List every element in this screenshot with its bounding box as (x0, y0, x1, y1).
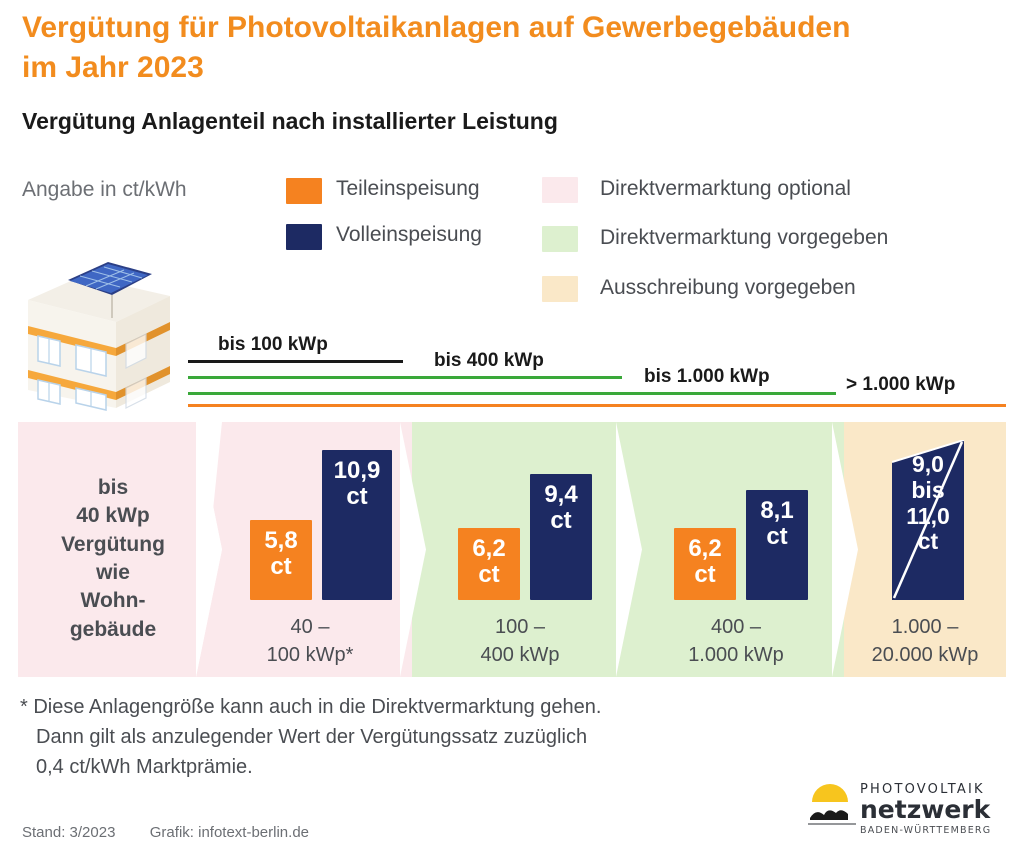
chart-group-400-1000-kwp (628, 422, 844, 677)
legend-label-direktvermarktung-vorgegeben: Direktvermarktung vorgegeben (600, 226, 889, 249)
building-illustration (20, 240, 180, 420)
bar-value-max: 11,0 (906, 502, 950, 529)
group-note-text (18, 474, 208, 644)
group-category-label (208, 613, 412, 669)
group-category-label (412, 613, 628, 669)
footnote-line-1: * Diese Anlagengröße kann auch in die Direktvermarktung gehen. (20, 696, 602, 718)
category-line-1: 100 – (494, 616, 546, 638)
bar-unit: ct (270, 553, 292, 581)
source-stand: Stand: 3/2023 (22, 824, 116, 841)
bar-value: 5,8 (264, 527, 298, 554)
range-rule-black-100 (188, 360, 403, 363)
bar-value: 8,1 (760, 497, 794, 524)
bar-value: 9,4 (544, 481, 578, 508)
bar-teileinspeisung-40-100 (250, 520, 312, 600)
source-grafik: Grafik: infotext-berlin.de (149, 824, 310, 841)
legend-swatch-direktvermarktung-vorgegeben (542, 226, 578, 252)
chart-group-100-400-kwp (412, 422, 628, 677)
bar-unit: ct (766, 523, 788, 551)
category-line-2: 20.000 kWp (871, 644, 979, 666)
chart-group-bis-40-kwp (18, 422, 208, 677)
category-line-1: 40 – (290, 616, 330, 638)
legend-label-teileinspeisung: Teileinspeisung (336, 177, 480, 200)
logo-line-2: netzwerk (860, 795, 991, 824)
bar-unit: ct (478, 561, 500, 589)
bar-volleinspeisung-40-100 (322, 450, 392, 600)
page-title: Vergütung für Photovoltaikanlagen auf Gewerbegebäuden im Jahr 2023 (22, 11, 851, 84)
group-divider-arrow-3 (616, 422, 642, 677)
note-line-5: Wohn- (80, 589, 146, 613)
chart-group-1000-20000-kwp (844, 422, 1006, 677)
range-rule-orange-all (188, 404, 1006, 407)
legend-label-ausschreibung-vorgegeben: Ausschreibung vorgegeben (600, 276, 856, 299)
legend-unit-label: Angabe in ct/kWh (22, 178, 187, 201)
legend-label-direktvermarktung-optional: Direktvermarktung optional (600, 177, 851, 200)
range-label-bis-400: bis 400 kWp (434, 350, 544, 371)
category-line-2: 1.000 kWp (688, 644, 784, 666)
bar-unit: ct (346, 483, 368, 511)
bar-unit: ct (917, 528, 939, 555)
range-label-bis-100: bis 100 kWp (218, 334, 328, 355)
note-line-4: wie (96, 561, 130, 585)
bar-value: 6,2 (688, 535, 722, 562)
category-line-1: 1.000 – (891, 616, 959, 638)
footnote-line-2: Dann gilt als anzulegender Wert der Vergütungssatz zuzüglich (36, 726, 588, 748)
legend-swatch-direktvermarktung-optional (542, 177, 578, 203)
bar-range-connector: bis (911, 476, 945, 503)
category-line-2: 400 kWp (480, 644, 560, 666)
legend-label-volleinspeisung: Volleinspeisung (336, 223, 482, 246)
bar-volleinspeisung-400-1000 (746, 490, 808, 600)
range-label-bis-1000: bis 1.000 kWp (644, 366, 770, 387)
range-rule-green-400 (188, 376, 622, 379)
bar-teileinspeisung-100-400 (458, 528, 520, 600)
legend-swatch-teileinspeisung (286, 178, 322, 204)
group-category-label (844, 613, 1006, 669)
group-divider-arrow-4 (832, 422, 858, 677)
legend-swatch-ausschreibung-vorgegeben (542, 276, 578, 302)
bar-volleinspeisung-100-400 (530, 474, 592, 600)
bar-value-min: 9,0 (912, 451, 944, 477)
footnote-line-3: 0,4 ct/kWh Marktprämie. (36, 756, 253, 778)
bar-teileinspeisung-400-1000 (674, 528, 736, 600)
bar-value: 10,9 (333, 457, 381, 484)
logo-text (860, 782, 1020, 836)
bar-unit: ct (550, 507, 572, 535)
chart-group-40-100-kwp (208, 422, 412, 677)
group-divider-arrow-1 (196, 422, 222, 677)
bar-unit: ct (694, 561, 716, 589)
bar-ausschreibung-1000-20000 (892, 440, 964, 600)
group-category-label (628, 613, 844, 669)
page-subtitle: Vergütung Anlagenteil nach installierter Leistung (22, 108, 558, 134)
footnote (20, 692, 880, 782)
logo-line-3: BADEN-WÜRTTEMBERG (860, 825, 992, 836)
category-line-2: 100 kWp* (266, 644, 354, 666)
bar-value: 6,2 (472, 535, 506, 562)
note-line-1: bis (97, 476, 129, 499)
chart-band (18, 422, 1006, 677)
note-line-2: 40 kWp (76, 504, 150, 528)
note-line-3: Vergütung (61, 532, 165, 556)
group-divider-arrow-2 (400, 422, 426, 677)
legend-swatch-volleinspeisung (286, 224, 322, 250)
logo-line-1: PHOTOVOLTAIK (860, 782, 985, 797)
range-label-ueber-1000: > 1.000 kWp (846, 374, 956, 395)
source-line (22, 824, 309, 841)
note-line-6: gebäude (69, 617, 157, 641)
category-line-1: 400 – (710, 616, 762, 638)
range-rule-green-1000 (188, 392, 836, 395)
